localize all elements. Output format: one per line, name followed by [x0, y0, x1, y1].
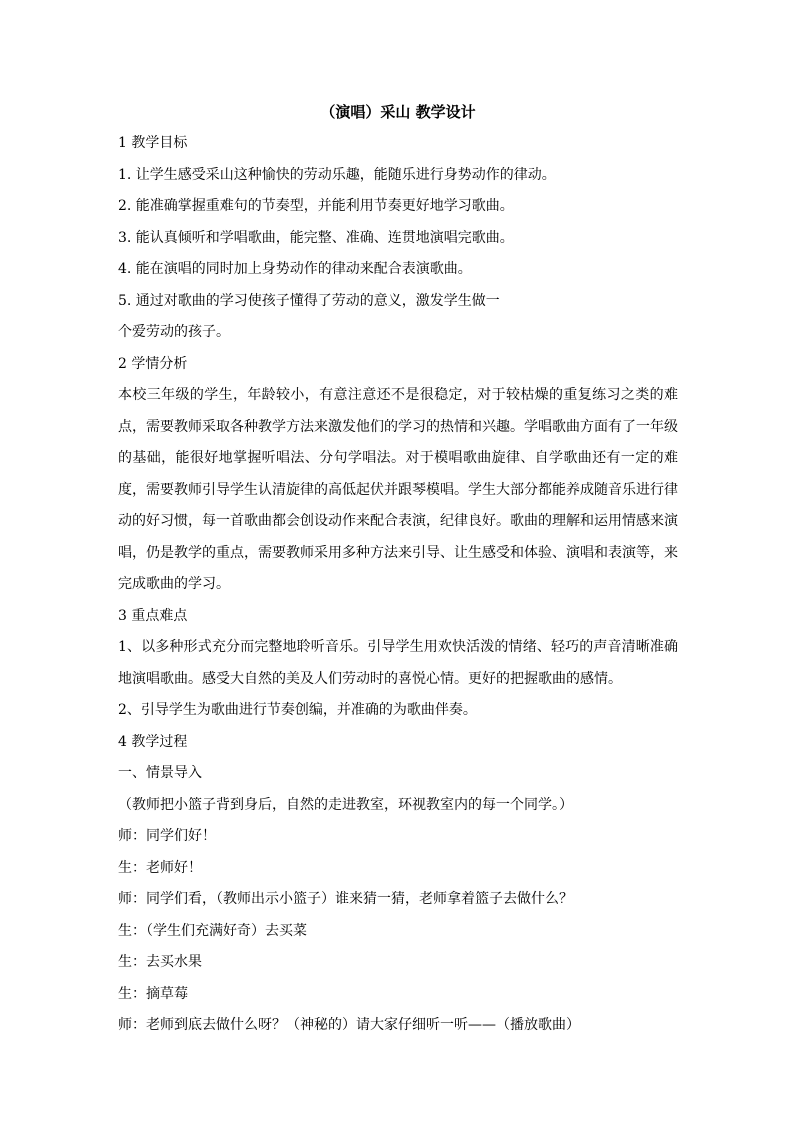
goal-item: 2. 能准确掌握重难句的节奏型，并能利用节奏更好地学习歌曲。 [118, 198, 514, 214]
process-line: 生：去买水果 [118, 954, 202, 970]
process-line: 师：同学们看，（教师出示小篮子）谁来猜一猜，老师拿着篮子去做什么？ [118, 891, 573, 907]
analysis-paragraph: 本校三年级的学生，年龄较小，有意注意还不是很稳定，对于较枯燥的重复练习之类的难点，需要教师采取各种教学方法来激发他们的学习的热情和兴趣。学唱歌曲方面有了一年级的基础，能很好地掌握听唱法、分句学唱法。对于模唱歌曲旋律、自学歌曲还有一定的难度，需要教师引导学生认清旋律的高低起伏并跟琴模唱。学生大部分都能养成随音乐进行律动的好习惯，每一首歌曲都会创设动作来配合表演，纪律良好。歌曲的理解和运用情感来演唱，仍是教学的重点，需要教师采用多种方法来引导、让生感受和体验、演唱和表演等，来完成歌曲的学习。 [118, 387, 678, 592]
keypoint-paragraph: 2、引导学生为歌曲进行节奏创编，并准确的为歌曲伴奏。 [118, 702, 477, 718]
goal-item: 个爱劳动的孩子。 [118, 324, 230, 340]
process-line: （教师把小篮子背到身后，自然的走进教室，环视教室内的每一个同学。） [118, 796, 573, 813]
goal-item: 3. 能认真倾听和学唱歌曲，能完整、准确、连贯地演唱完歌曲。 [118, 229, 514, 246]
keypoint-paragraph: 1、以多种形式充分而完整地聆听音乐。引导学生用欢快活泼的情绪、轻巧的声音清晰准确地演唱歌曲。感受大自然的美及人们劳动时的喜悦心情。更好的把握歌曲的感情。 [118, 639, 678, 687]
section-heading-keypoints: 3 重点难点 [118, 607, 188, 624]
section-heading-goals: 1 教学目标 [118, 135, 188, 151]
process-line: 生：老师好！ [118, 859, 202, 876]
goal-item: 5. 通过对歌曲的学习使孩子懂得了劳动的意义，激发学生做一 [118, 292, 500, 309]
section-heading-analysis: 2 学情分析 [118, 355, 188, 372]
process-line: 生：（学生们充满好奇）去买菜 [118, 922, 307, 939]
document-title: （演唱）采山 教学设计 [320, 103, 476, 121]
goal-item: 1. 让学生感受采山这种愉快的劳动乐趣，能随乐进行身势动作的律动。 [118, 166, 556, 183]
process-line: 师：老师到底去做什么呀？（神秘的）请大家仔细听一听——（播放歌曲） [118, 1017, 580, 1033]
document-page [118, 96, 678, 1042]
process-subheading: 一、情景导入 [118, 765, 202, 781]
process-line: 师：同学们好！ [118, 828, 216, 844]
goal-item: 4. 能在演唱的同时加上身势动作的律动来配合表演歌曲。 [118, 261, 472, 277]
process-line: 生：摘草莓 [118, 985, 188, 1002]
section-heading-process: 4 教学过程 [118, 733, 188, 750]
